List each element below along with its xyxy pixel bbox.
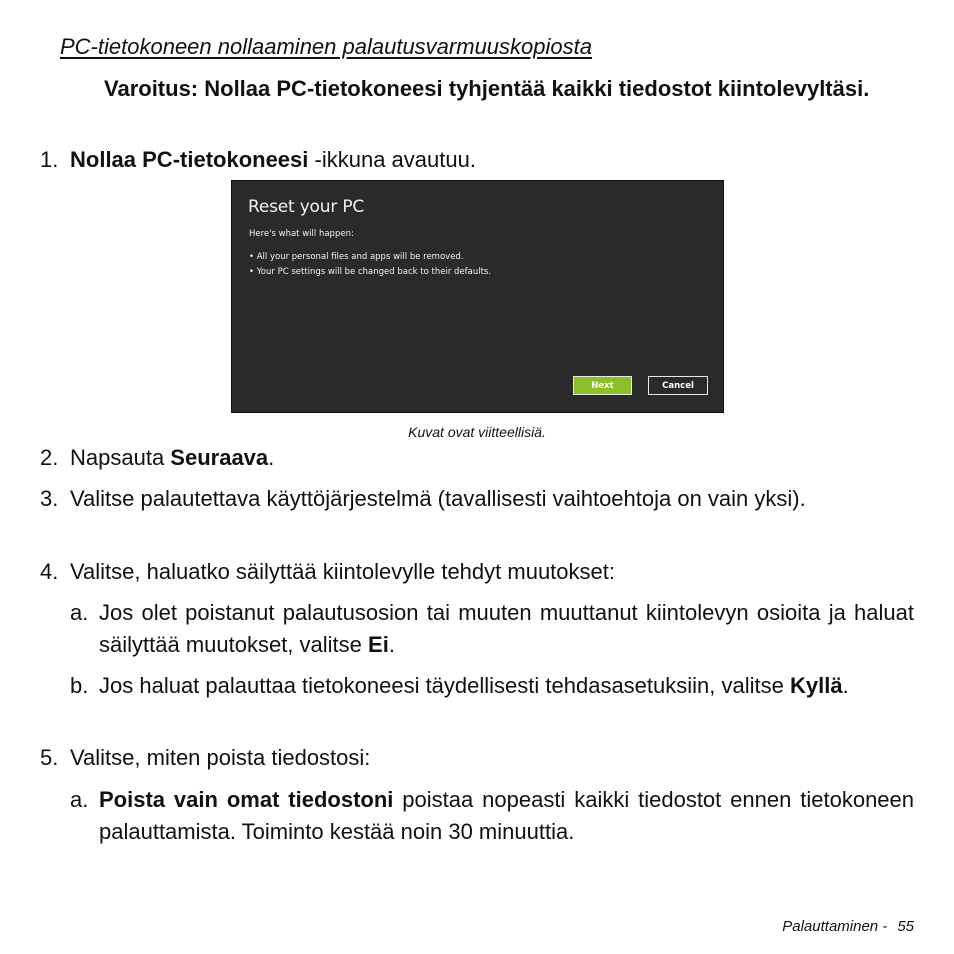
step-1: [70, 144, 476, 176]
substep-letter: a.: [70, 787, 89, 812]
step-4: Valitse, haluatko säilyttää kiintolevylle tehdyt muutokset:: [70, 559, 615, 584]
step-2-bold: Seuraava: [170, 445, 269, 470]
step-4b-text: Jos haluat palauttaa tietokoneesi täydellisesti tehdasasetuksiin, valitse: [99, 673, 790, 698]
step-2-punct: .: [268, 445, 275, 470]
substep-letter: a.: [70, 600, 89, 625]
substep-letter: b.: [70, 673, 89, 698]
step-4b-bold: Kyllä: [789, 673, 843, 698]
dialog-bullet-list: [249, 250, 491, 280]
step-2-text: Napsauta: [70, 445, 171, 470]
step-5a-bold: Poista vain omat tiedostoni: [99, 787, 394, 812]
step-3: Valitse palautettava käyttöjärjestelmä (tavallisesti vaihtoehtoja on vain yksi).: [70, 486, 806, 511]
step-4a-bold: Ei: [368, 632, 389, 657]
reset-pc-dialog: [231, 180, 724, 413]
step-number: 4.: [40, 559, 59, 584]
step-1-bold: Nollaa PC-tietokoneesi: [70, 147, 309, 172]
step-5: Valitse, miten poista tiedostosi:: [70, 745, 371, 770]
step-5a: [99, 784, 914, 848]
step-4b-punct: .: [842, 673, 849, 698]
step-2: [70, 442, 274, 474]
section-heading: PC-tietokoneen nollaaminen palautusvarmuuskopiosta: [60, 34, 592, 59]
page-footer: [782, 918, 914, 935]
dialog-bullet: • All your personal files and apps will be removed.: [249, 250, 491, 265]
cancel-button[interactable]: Cancel: [648, 376, 708, 395]
step-number: 1.: [40, 147, 59, 172]
dialog-bullet: • Your PC settings will be changed back to their defaults.: [249, 265, 491, 280]
step-4b: [99, 670, 914, 702]
page-number: 55: [897, 918, 914, 935]
step-1-text: -ikkuna avautuu.: [308, 147, 476, 172]
step-number: 5.: [40, 745, 59, 770]
step-4a-punct: .: [388, 632, 395, 657]
next-button[interactable]: Next: [573, 376, 632, 395]
step-number: 2.: [40, 445, 59, 470]
warning-text: Varoitus: Nollaa PC-tietokoneesi tyhjentää kaikki tiedostot kiintolevyltäsi.: [104, 76, 870, 101]
footer-section: Palauttaminen -: [782, 918, 888, 935]
step-number: 3.: [40, 486, 59, 511]
step-4a: [99, 597, 914, 661]
step-5a-text: poistaa nopeasti kaikki tiedostot ennen tietokoneen palauttamista. Toiminto kestää noin 30 minuuttia.: [99, 787, 915, 844]
dialog-subtitle: Here's what will happen:: [249, 229, 354, 239]
image-caption: Kuvat ovat viitteellisiä.: [408, 424, 546, 440]
dialog-title: Reset your PC: [248, 197, 365, 217]
step-4a-text: Jos olet poistanut palautusosion tai muuten muuttanut kiintolevyn osioita ja haluat säilyttää muutokset, valitse: [99, 600, 914, 657]
